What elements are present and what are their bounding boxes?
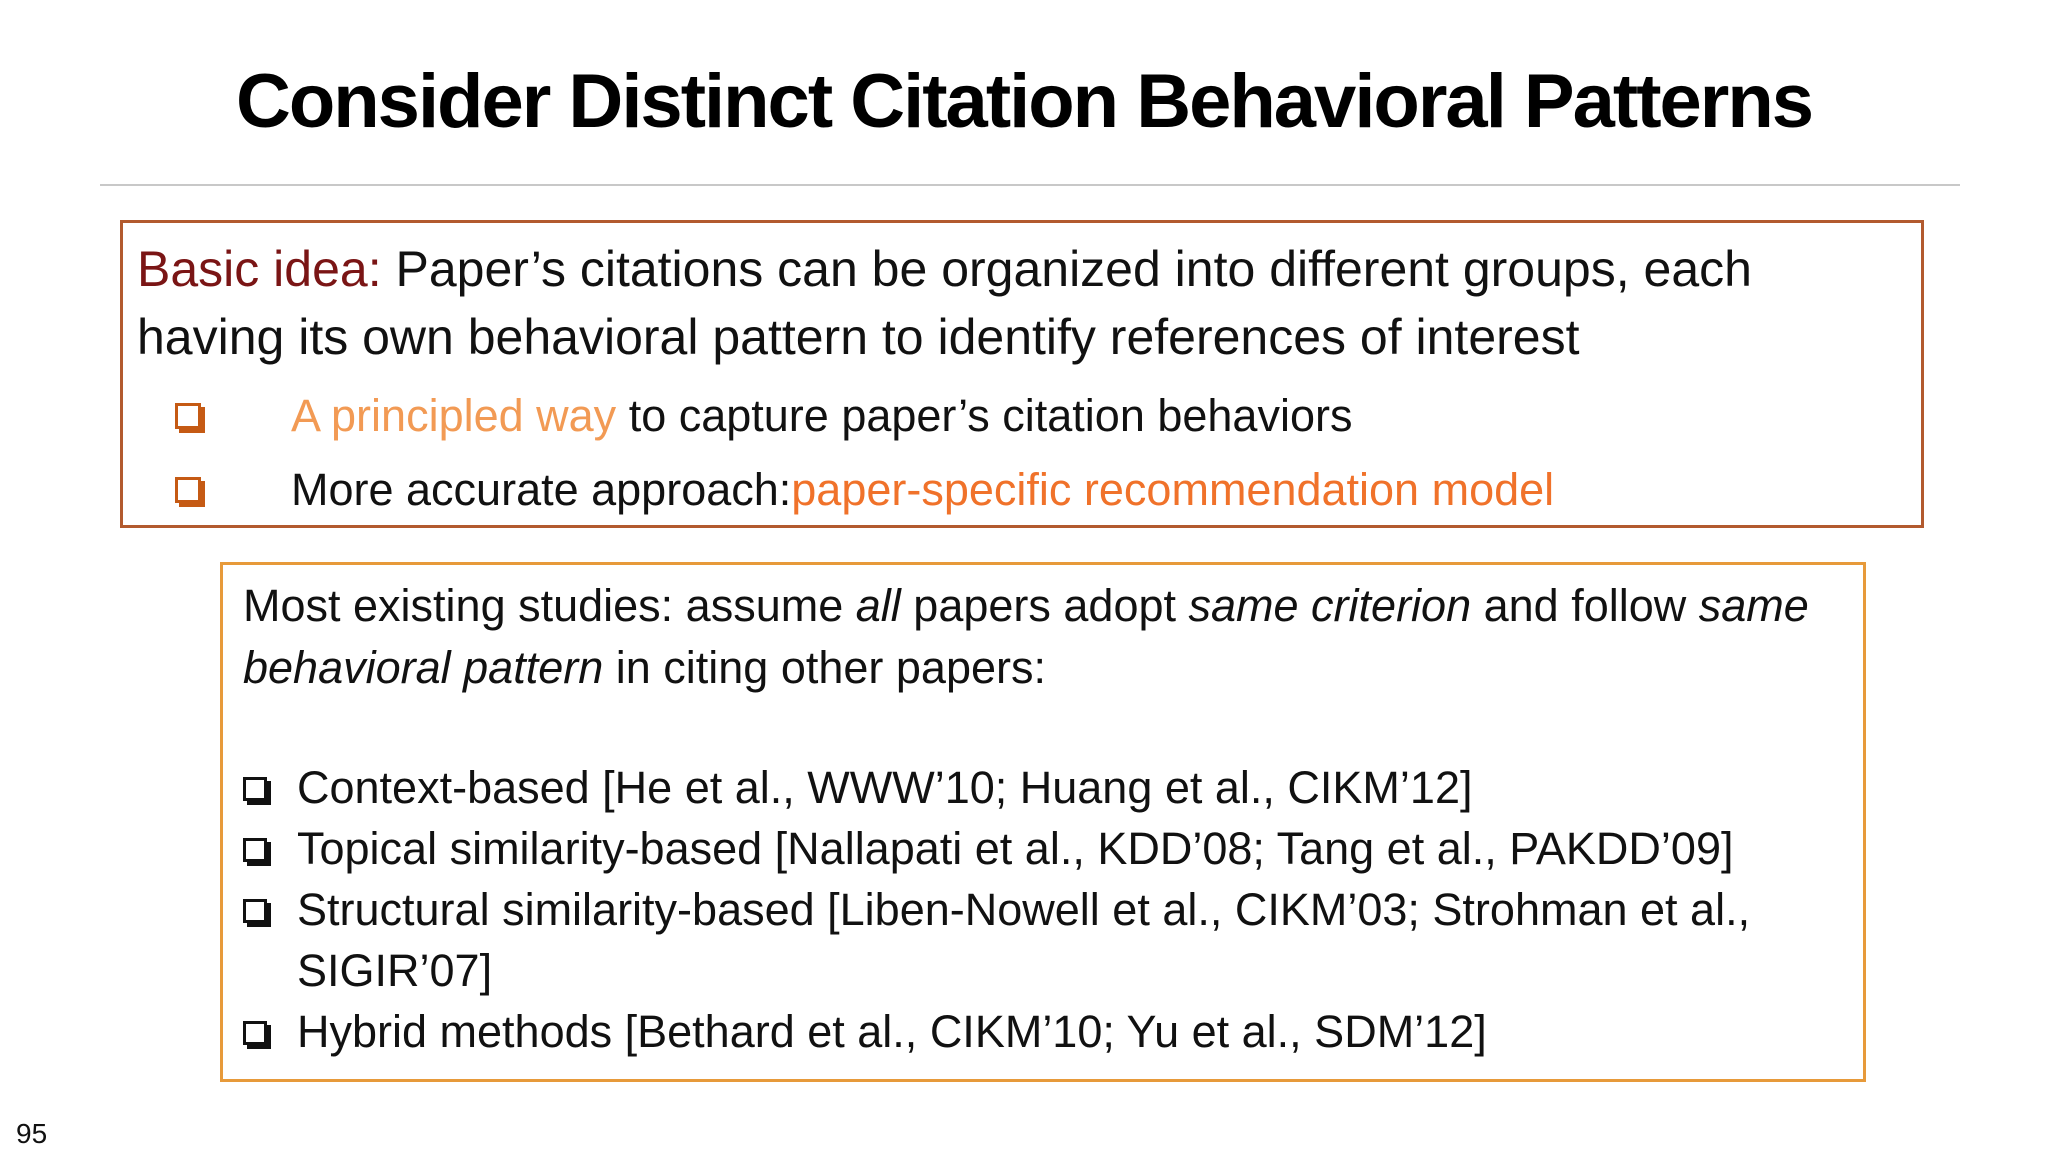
basic-idea-bullets [137, 379, 1907, 527]
title-divider [100, 184, 1960, 186]
checkbox-square-icon [243, 777, 267, 801]
intro-text: papers adopt [900, 580, 1189, 631]
bullet-rest: to capture paper’s citation behaviors [616, 390, 1353, 441]
basic-idea-bullet [137, 379, 1907, 453]
reference-text: Context-based [He et al., WWW’10; Huang et al., CIKM’12] [297, 762, 1473, 813]
bullet-text [291, 390, 1352, 442]
basic-idea-paragraph [137, 235, 1907, 371]
intro-text: in citing other papers: [603, 642, 1046, 693]
intro-emphasis: same behavioral pattern [243, 580, 1809, 693]
existing-studies-intro [243, 575, 1843, 699]
basic-idea-box [120, 220, 1924, 528]
basic-idea-bullet [137, 453, 1907, 527]
intro-text: Most existing studies: assume [243, 580, 856, 631]
basic-idea-text: Paper’s citations can be organized into different groups, each having its own behavioral pattern to identify references of interest [137, 241, 1752, 365]
intro-emphasis: all [855, 580, 901, 631]
checkbox-square-icon [175, 477, 201, 503]
intro-text: and follow [1471, 580, 1699, 631]
bullet-text [291, 464, 1554, 516]
reference-item [243, 818, 1843, 879]
reference-text: Structural similarity-based [Liben-Nowell et al., CIKM’03; Strohman et al., SIGIR’07] [297, 884, 1751, 996]
intro-emphasis: same criterion [1188, 580, 1472, 631]
page-number: 95 [16, 1118, 48, 1149]
reference-item [243, 1001, 1843, 1062]
reference-item [243, 757, 1843, 818]
existing-studies-box [220, 562, 1866, 1082]
reference-item [243, 879, 1843, 1001]
basic-idea-label: Basic idea: [137, 241, 382, 297]
reference-text: Hybrid methods [Bethard et al., CIKM’10; Yu et al., SDM’12] [297, 1006, 1487, 1057]
bullet-prefix: More accurate approach: [291, 464, 792, 515]
checkbox-square-icon [243, 838, 267, 862]
checkbox-square-icon [243, 1021, 267, 1045]
checkbox-square-icon [175, 403, 201, 429]
slide-title: Consider Distinct Citation Behavioral Patterns [235, 59, 1813, 144]
reference-text: Topical similarity-based [Nallapati et al., KDD’08; Tang et al., PAKDD’09] [297, 823, 1734, 874]
bullet-highlight: A principled way [291, 390, 617, 441]
checkbox-square-icon [243, 899, 267, 923]
spacer [243, 699, 1843, 757]
bullet-highlight: paper-specific recommendation model [791, 464, 1555, 515]
